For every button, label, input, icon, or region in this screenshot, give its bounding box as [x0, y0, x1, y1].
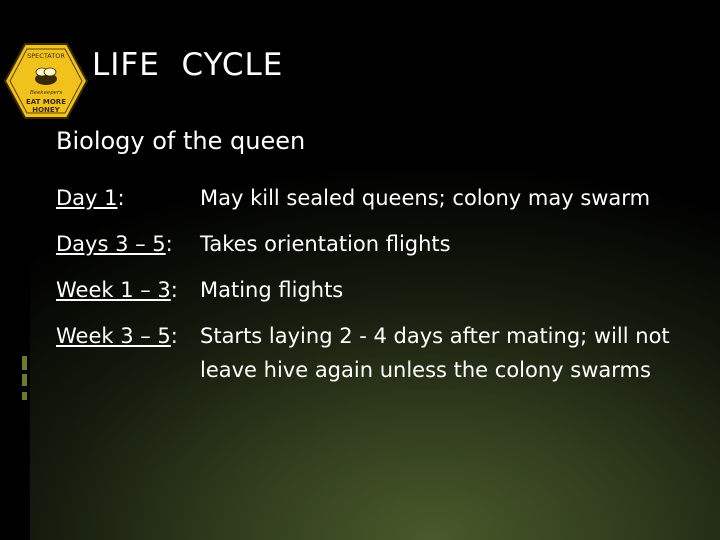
bee-icon: [35, 68, 57, 85]
logo-top-text: SPECTATOR: [27, 52, 65, 60]
stage-label-text: Days 3 – 5: [56, 232, 166, 256]
logo-bottom-line-2: HONEY: [32, 106, 60, 114]
strip-accent-mark: [22, 374, 27, 386]
stage-description: Takes orientation flights: [200, 232, 451, 256]
stage-description: Mating flights: [200, 278, 344, 302]
stage-label: Days 3 – 5:: [56, 232, 173, 256]
bee-hexagon-badge-icon: [3, 42, 89, 120]
stage-label-text: Day 1: [56, 186, 118, 210]
list-item: [56, 273, 696, 307]
strip-accent-mark: [22, 392, 27, 400]
stage-label-text: Week 3 – 5: [56, 324, 171, 348]
logo-bottom-line-1: EAT MORE: [26, 98, 66, 106]
slide-subtitle: Biology of the queen: [56, 127, 306, 155]
stage-label-text: Week 1 – 3: [56, 278, 171, 302]
logo-middle-text: Beekeepers: [29, 90, 63, 96]
stage-description: Starts laying 2 - 4 days after mating; will not leave hive again unless the colony swarms: [200, 324, 670, 382]
stage-description: May kill sealed queens; colony may swarm: [200, 186, 651, 210]
stage-label: Week 1 – 3:: [56, 278, 178, 302]
list-item: [56, 227, 696, 261]
life-cycle-list: [56, 181, 696, 399]
stage-label: Day 1:: [56, 186, 125, 210]
strip-accent-mark: [22, 356, 27, 370]
stage-label: Week 3 – 5:: [56, 324, 178, 348]
slide-title: LIFE CYCLE: [92, 47, 284, 83]
list-item: [56, 319, 696, 387]
list-item: [56, 181, 696, 215]
